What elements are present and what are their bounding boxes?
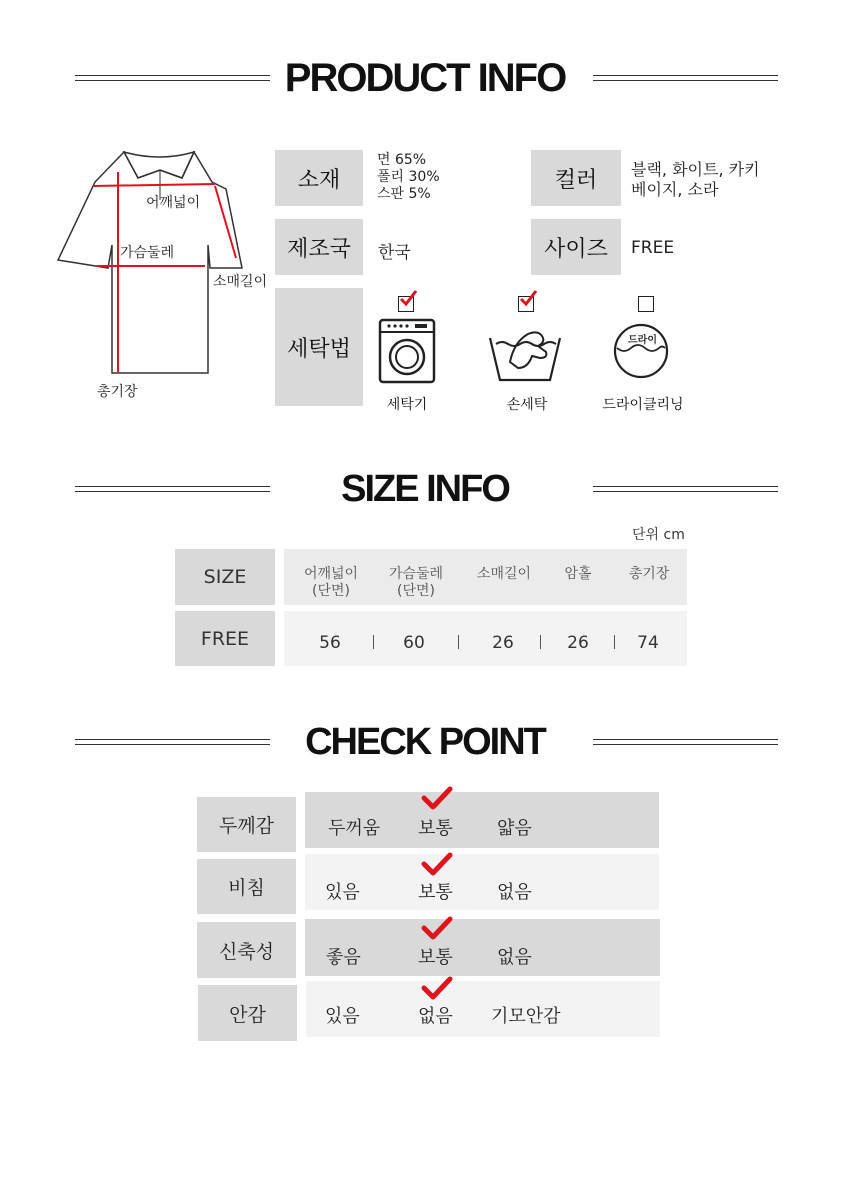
col-sub: (단면)	[397, 583, 435, 599]
size-value-cell: 26	[567, 633, 589, 653]
shoulder-arrow	[93, 184, 215, 186]
check-mark-icon	[420, 976, 454, 1002]
material-line: 폴리 30%	[377, 169, 440, 185]
washing-machine-label: 세탁기	[386, 397, 428, 413]
checkpoint-label-thickness: 두께감	[197, 797, 296, 852]
size-col-header	[624, 566, 674, 583]
checkpoint-label-lining: 안감	[198, 985, 297, 1041]
col-name: 총기장	[628, 566, 670, 582]
col-sub: (단면)	[312, 583, 350, 599]
diagram-label-sleeve: 소매길이	[213, 274, 268, 290]
size-info-title: SIZE INFO	[341, 468, 509, 510]
check-mark-icon	[398, 288, 418, 308]
size-value-cell: 56	[319, 633, 341, 653]
checkpoint-option[interactable]: 좋음	[326, 947, 361, 968]
size-header-cell: SIZE	[175, 549, 275, 605]
size-value-cell: 60	[403, 633, 425, 653]
check-mark-icon	[518, 288, 538, 308]
value-separator	[373, 635, 374, 649]
material-label: 소재	[275, 150, 363, 206]
material-values	[377, 152, 440, 203]
checkpoint-option[interactable]: 없음	[497, 947, 532, 968]
washing-machine-icon	[378, 318, 436, 384]
material-line: 스판 5%	[377, 186, 431, 202]
size-col-header	[556, 566, 600, 583]
col-name: 가슴둘레	[388, 566, 444, 582]
hand-wash-icon	[488, 322, 562, 384]
size-row-label: FREE	[175, 611, 275, 666]
size-value-cell: 74	[637, 633, 659, 653]
product-info-title: PRODUCT INFO	[284, 56, 566, 100]
hand-wash-label: 손세탁	[506, 397, 548, 413]
checkpoint-option[interactable]: 두꺼움	[328, 818, 381, 839]
origin-value: 한국	[378, 243, 411, 263]
value-separator	[614, 635, 615, 649]
diagram-label-chest: 가슴둘레	[120, 245, 175, 261]
diagram-label-shoulder: 어깨넓이	[146, 195, 201, 211]
checkpoint-option-selected[interactable]: 없음	[418, 1006, 453, 1027]
checkpoint-option[interactable]: 기모안감	[491, 1006, 561, 1027]
dry-clean-checkbox[interactable]	[638, 296, 654, 312]
size-col-header	[303, 566, 359, 600]
value-separator	[458, 635, 459, 649]
checkpoint-option-selected[interactable]: 보통	[418, 882, 453, 903]
dry-clean-icon	[612, 318, 670, 384]
check-point-title: CHECK POINT	[305, 721, 545, 763]
checkpoint-label-elasticity: 신축성	[197, 922, 296, 978]
diagram-label-length: 총기장	[97, 384, 138, 400]
col-name: 소매길이	[476, 566, 532, 582]
color-line: 베이지, 소라	[631, 180, 719, 199]
checkpoint-option[interactable]: 있음	[325, 882, 360, 903]
col-name: 어깨넓이	[303, 566, 359, 582]
unit-note: 단위 cm	[632, 527, 685, 543]
checkpoint-option[interactable]: 얇음	[497, 818, 532, 839]
check-mark-icon	[420, 916, 454, 942]
color-label: 컬러	[531, 150, 621, 206]
checkpoint-label-transparency: 비침	[197, 859, 296, 914]
checkpoint-option-selected[interactable]: 보통	[418, 947, 453, 968]
origin-label: 제조국	[275, 219, 363, 275]
color-values	[631, 160, 760, 200]
checkpoint-option[interactable]: 있음	[325, 1006, 360, 1027]
size-label: 사이즈	[531, 219, 621, 275]
size-col-header	[388, 566, 444, 600]
washing-label: 세탁법	[275, 288, 363, 406]
check-mark-icon	[420, 786, 454, 812]
size-value-cell: 26	[492, 633, 514, 653]
color-line: 블랙, 화이트, 카키	[631, 160, 760, 179]
material-line: 면 65%	[377, 152, 427, 168]
size-value: FREE	[631, 238, 675, 258]
shirt-collar	[124, 152, 194, 178]
check-mark-icon	[420, 852, 454, 878]
dry-clean-label: 드라이클리닝	[602, 397, 684, 413]
size-col-header	[474, 566, 534, 583]
value-separator	[540, 635, 541, 649]
checkpoint-option-selected[interactable]: 보통	[418, 818, 453, 839]
checkpoint-option[interactable]: 없음	[497, 882, 532, 903]
dry-clean-icon-text: 드라이	[628, 335, 657, 346]
col-name: 암홀	[564, 566, 592, 582]
